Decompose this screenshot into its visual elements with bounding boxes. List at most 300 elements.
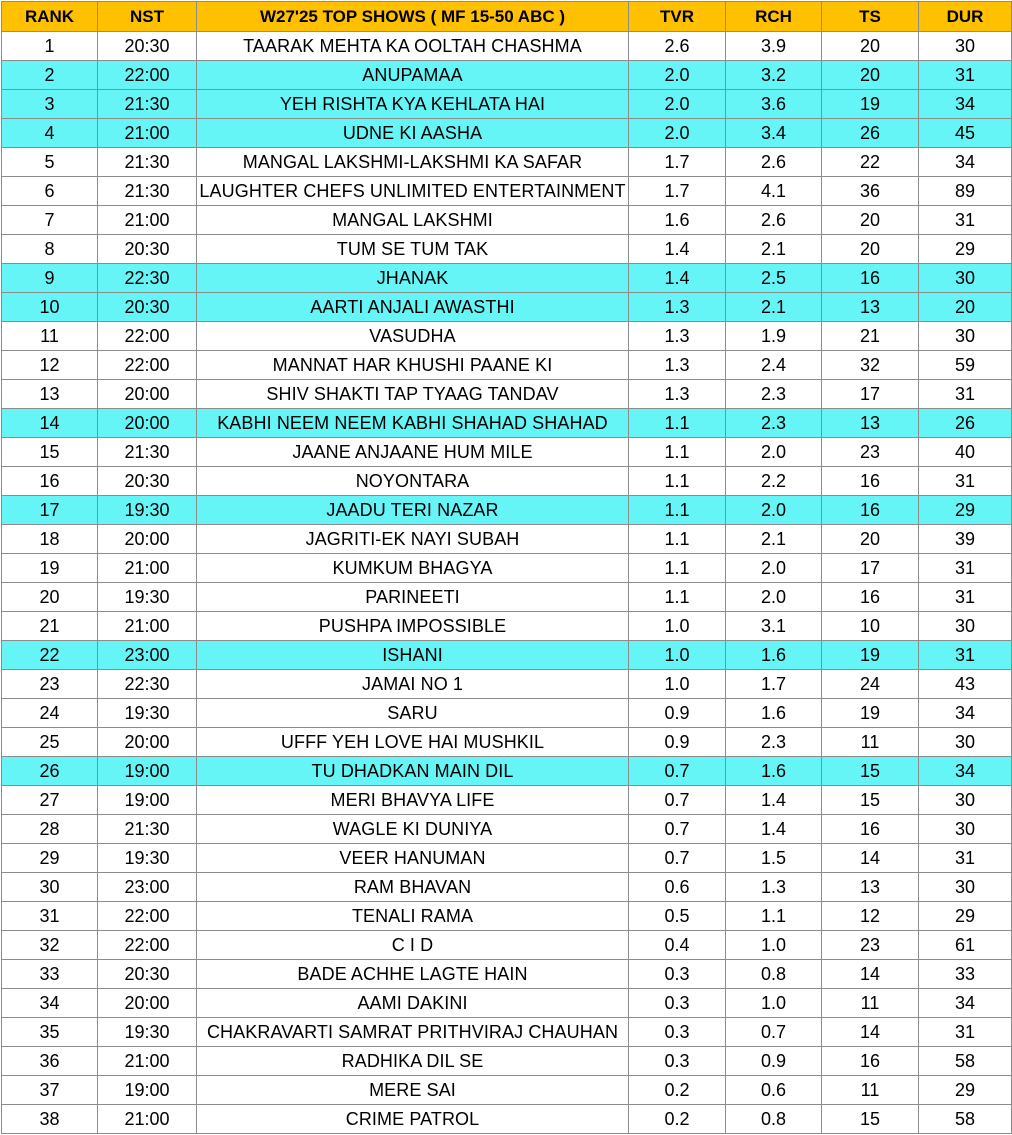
ts-cell: 19 [822, 641, 919, 670]
header-row [2, 2, 1012, 32]
rank-cell: 31 [2, 902, 98, 931]
rank-cell: 37 [2, 1076, 98, 1105]
nst-cell: 20:30 [98, 293, 197, 322]
show-name-cell: BADE ACHHE LAGTE HAIN [197, 960, 629, 989]
table-body [2, 32, 1012, 1134]
show-name-cell: KUMKUM BHAGYA [197, 554, 629, 583]
dur-cell: 31 [919, 206, 1012, 235]
nst-cell: 21:30 [98, 815, 197, 844]
ts-cell: 16 [822, 467, 919, 496]
rch-cell: 1.9 [726, 322, 822, 351]
dur-cell: 34 [919, 989, 1012, 1018]
dur-cell: 29 [919, 902, 1012, 931]
header-rank: RANK [2, 2, 98, 32]
ts-cell: 20 [822, 525, 919, 554]
dur-cell: 31 [919, 844, 1012, 873]
dur-cell: 30 [919, 728, 1012, 757]
rank-cell: 10 [2, 293, 98, 322]
rank-cell: 18 [2, 525, 98, 554]
table-row [2, 177, 1012, 206]
nst-cell: 19:30 [98, 496, 197, 525]
rank-cell: 22 [2, 641, 98, 670]
table-row [2, 206, 1012, 235]
tvr-cell: 0.3 [629, 960, 726, 989]
ts-cell: 21 [822, 322, 919, 351]
show-name-cell: SARU [197, 699, 629, 728]
rank-cell: 11 [2, 322, 98, 351]
table-row [2, 235, 1012, 264]
dur-cell: 29 [919, 496, 1012, 525]
rch-cell: 3.1 [726, 612, 822, 641]
nst-cell: 19:30 [98, 699, 197, 728]
dur-cell: 30 [919, 322, 1012, 351]
ts-cell: 19 [822, 699, 919, 728]
nst-cell: 20:30 [98, 32, 197, 61]
header-ts: TS [822, 2, 919, 32]
rch-cell: 1.3 [726, 873, 822, 902]
table-row [2, 119, 1012, 148]
tvr-cell: 1.1 [629, 409, 726, 438]
rank-cell: 24 [2, 699, 98, 728]
rch-cell: 1.6 [726, 699, 822, 728]
nst-cell: 19:00 [98, 786, 197, 815]
table-row [2, 293, 1012, 322]
nst-cell: 20:00 [98, 380, 197, 409]
nst-cell: 19:00 [98, 757, 197, 786]
dur-cell: 29 [919, 1076, 1012, 1105]
nst-cell: 21:00 [98, 1047, 197, 1076]
show-name-cell: SHIV SHAKTI TAP TYAAG TANDAV [197, 380, 629, 409]
table-row [2, 438, 1012, 467]
table-row [2, 1105, 1012, 1134]
rch-cell: 2.5 [726, 264, 822, 293]
rch-cell: 3.9 [726, 32, 822, 61]
ts-cell: 16 [822, 815, 919, 844]
show-name-cell: CHAKRAVARTI SAMRAT PRITHVIRAJ CHAUHAN [197, 1018, 629, 1047]
table-row [2, 467, 1012, 496]
nst-cell: 20:30 [98, 235, 197, 264]
table-row [2, 1047, 1012, 1076]
ts-cell: 11 [822, 728, 919, 757]
rank-cell: 7 [2, 206, 98, 235]
table-row [2, 380, 1012, 409]
ts-cell: 36 [822, 177, 919, 206]
rch-cell: 1.4 [726, 815, 822, 844]
tvr-cell: 2.0 [629, 119, 726, 148]
ts-cell: 23 [822, 931, 919, 960]
nst-cell: 20:00 [98, 409, 197, 438]
nst-cell: 21:00 [98, 206, 197, 235]
dur-cell: 34 [919, 699, 1012, 728]
rch-cell: 3.2 [726, 61, 822, 90]
rch-cell: 2.3 [726, 728, 822, 757]
rank-cell: 15 [2, 438, 98, 467]
rank-cell: 6 [2, 177, 98, 206]
ts-cell: 14 [822, 1018, 919, 1047]
tvr-cell: 0.2 [629, 1105, 726, 1134]
show-name-cell: LAUGHTER CHEFS UNLIMITED ENTERTAINMENT [197, 177, 629, 206]
dur-cell: 29 [919, 235, 1012, 264]
tvr-cell: 1.1 [629, 583, 726, 612]
rank-cell: 34 [2, 989, 98, 1018]
rch-cell: 1.6 [726, 757, 822, 786]
rank-cell: 21 [2, 612, 98, 641]
show-name-cell: CRIME PATROL [197, 1105, 629, 1134]
ts-cell: 13 [822, 409, 919, 438]
rch-cell: 2.1 [726, 235, 822, 264]
show-name-cell: ANUPAMAA [197, 61, 629, 90]
dur-cell: 58 [919, 1047, 1012, 1076]
ts-cell: 13 [822, 873, 919, 902]
tvr-cell: 0.4 [629, 931, 726, 960]
show-name-cell: ISHANI [197, 641, 629, 670]
rank-cell: 16 [2, 467, 98, 496]
table-row [2, 699, 1012, 728]
nst-cell: 23:00 [98, 873, 197, 902]
tvr-cell: 1.1 [629, 496, 726, 525]
dur-cell: 30 [919, 264, 1012, 293]
ts-cell: 15 [822, 757, 919, 786]
nst-cell: 22:00 [98, 322, 197, 351]
ts-cell: 11 [822, 989, 919, 1018]
rch-cell: 2.1 [726, 525, 822, 554]
show-name-cell: TAARAK MEHTA KA OOLTAH CHASHMA [197, 32, 629, 61]
show-name-cell: TENALI RAMA [197, 902, 629, 931]
ts-cell: 23 [822, 438, 919, 467]
tvr-cell: 1.1 [629, 438, 726, 467]
tvr-cell: 1.3 [629, 380, 726, 409]
show-name-cell: VEER HANUMAN [197, 844, 629, 873]
rank-cell: 20 [2, 583, 98, 612]
rch-cell: 1.0 [726, 989, 822, 1018]
ts-cell: 14 [822, 844, 919, 873]
dur-cell: 61 [919, 931, 1012, 960]
nst-cell: 21:00 [98, 1105, 197, 1134]
dur-cell: 30 [919, 873, 1012, 902]
tvr-cell: 2.0 [629, 61, 726, 90]
table-row [2, 786, 1012, 815]
rank-cell: 28 [2, 815, 98, 844]
tvr-cell: 1.1 [629, 467, 726, 496]
tvr-cell: 2.6 [629, 32, 726, 61]
ts-cell: 16 [822, 583, 919, 612]
dur-cell: 31 [919, 380, 1012, 409]
rch-cell: 1.4 [726, 786, 822, 815]
tvr-cell: 1.1 [629, 525, 726, 554]
dur-cell: 40 [919, 438, 1012, 467]
tvr-cell: 1.3 [629, 293, 726, 322]
rank-cell: 33 [2, 960, 98, 989]
ts-cell: 20 [822, 235, 919, 264]
rch-cell: 4.1 [726, 177, 822, 206]
ts-cell: 14 [822, 960, 919, 989]
rank-cell: 30 [2, 873, 98, 902]
show-name-cell: UDNE KI AASHA [197, 119, 629, 148]
nst-cell: 22:30 [98, 264, 197, 293]
dur-cell: 31 [919, 467, 1012, 496]
tvr-cell: 0.2 [629, 1076, 726, 1105]
tvr-cell: 2.0 [629, 90, 726, 119]
tvr-cell: 0.9 [629, 728, 726, 757]
rch-cell: 2.4 [726, 351, 822, 380]
header-nst: NST [98, 2, 197, 32]
tvr-cell: 1.3 [629, 351, 726, 380]
rch-cell: 0.6 [726, 1076, 822, 1105]
ts-cell: 17 [822, 554, 919, 583]
header-dur: DUR [919, 2, 1012, 32]
ts-cell: 17 [822, 380, 919, 409]
nst-cell: 22:00 [98, 902, 197, 931]
dur-cell: 33 [919, 960, 1012, 989]
rank-cell: 2 [2, 61, 98, 90]
nst-cell: 19:00 [98, 1076, 197, 1105]
ts-cell: 26 [822, 119, 919, 148]
table-row [2, 612, 1012, 641]
show-name-cell: YEH RISHTA KYA KEHLATA HAI [197, 90, 629, 119]
show-name-cell: UFFF YEH LOVE HAI MUSHKIL [197, 728, 629, 757]
tvr-cell: 0.6 [629, 873, 726, 902]
rch-cell: 2.6 [726, 206, 822, 235]
rank-cell: 38 [2, 1105, 98, 1134]
tvr-cell: 0.7 [629, 757, 726, 786]
show-name-cell: MERE SAI [197, 1076, 629, 1105]
dur-cell: 34 [919, 757, 1012, 786]
dur-cell: 34 [919, 90, 1012, 119]
rch-cell: 3.4 [726, 119, 822, 148]
nst-cell: 22:00 [98, 61, 197, 90]
tvr-cell: 1.1 [629, 554, 726, 583]
table-row [2, 525, 1012, 554]
nst-cell: 20:30 [98, 960, 197, 989]
nst-cell: 22:30 [98, 670, 197, 699]
tvr-cell: 0.5 [629, 902, 726, 931]
dur-cell: 34 [919, 148, 1012, 177]
tvr-cell: 1.0 [629, 612, 726, 641]
show-name-cell: PUSHPA IMPOSSIBLE [197, 612, 629, 641]
table-row [2, 989, 1012, 1018]
dur-cell: 39 [919, 525, 1012, 554]
ts-cell: 15 [822, 1105, 919, 1134]
nst-cell: 21:00 [98, 119, 197, 148]
rank-cell: 29 [2, 844, 98, 873]
show-name-cell: RAM BHAVAN [197, 873, 629, 902]
dur-cell: 26 [919, 409, 1012, 438]
table-row [2, 351, 1012, 380]
tvr-cell: 1.6 [629, 206, 726, 235]
tvr-cell: 1.3 [629, 322, 726, 351]
rch-cell: 0.8 [726, 960, 822, 989]
rank-cell: 9 [2, 264, 98, 293]
nst-cell: 22:00 [98, 931, 197, 960]
show-name-cell: KABHI NEEM NEEM KABHI SHAHAD SHAHAD [197, 409, 629, 438]
rank-cell: 17 [2, 496, 98, 525]
dur-cell: 89 [919, 177, 1012, 206]
rank-cell: 26 [2, 757, 98, 786]
show-name-cell: JAANE ANJAANE HUM MILE [197, 438, 629, 467]
table-row [2, 844, 1012, 873]
ts-cell: 13 [822, 293, 919, 322]
table-row [2, 148, 1012, 177]
rch-cell: 2.0 [726, 554, 822, 583]
ts-cell: 11 [822, 1076, 919, 1105]
tvr-cell: 0.3 [629, 989, 726, 1018]
nst-cell: 21:30 [98, 438, 197, 467]
table-row [2, 554, 1012, 583]
header-tvr: TVR [629, 2, 726, 32]
show-name-cell: C I D [197, 931, 629, 960]
show-name-cell: JAGRITI-EK NAYI SUBAH [197, 525, 629, 554]
tvr-cell: 0.3 [629, 1047, 726, 1076]
dur-cell: 31 [919, 583, 1012, 612]
tvr-cell: 1.0 [629, 641, 726, 670]
rch-cell: 2.3 [726, 380, 822, 409]
header-show: W27'25 TOP SHOWS ( MF 15-50 ABC ) [197, 2, 629, 32]
table-row [2, 90, 1012, 119]
table-row [2, 670, 1012, 699]
tvr-cell: 1.0 [629, 670, 726, 699]
show-name-cell: MANNAT HAR KHUSHI PAANE KI [197, 351, 629, 380]
show-name-cell: RADHIKA DIL SE [197, 1047, 629, 1076]
table-row [2, 322, 1012, 351]
table-row [2, 757, 1012, 786]
dur-cell: 31 [919, 554, 1012, 583]
rank-cell: 12 [2, 351, 98, 380]
table-row [2, 931, 1012, 960]
rch-cell: 2.6 [726, 148, 822, 177]
rank-cell: 27 [2, 786, 98, 815]
ts-cell: 16 [822, 264, 919, 293]
nst-cell: 19:30 [98, 583, 197, 612]
rank-cell: 1 [2, 32, 98, 61]
show-name-cell: WAGLE KI DUNIYA [197, 815, 629, 844]
rank-cell: 4 [2, 119, 98, 148]
nst-cell: 22:00 [98, 351, 197, 380]
rch-cell: 1.7 [726, 670, 822, 699]
rank-cell: 25 [2, 728, 98, 757]
show-name-cell: PARINEETI [197, 583, 629, 612]
table-row [2, 873, 1012, 902]
ts-cell: 16 [822, 496, 919, 525]
rch-cell: 2.3 [726, 409, 822, 438]
ts-cell: 10 [822, 612, 919, 641]
dur-cell: 31 [919, 61, 1012, 90]
table-row [2, 32, 1012, 61]
dur-cell: 30 [919, 786, 1012, 815]
rch-cell: 2.0 [726, 438, 822, 467]
ts-cell: 15 [822, 786, 919, 815]
table-row [2, 264, 1012, 293]
dur-cell: 58 [919, 1105, 1012, 1134]
ts-cell: 19 [822, 90, 919, 119]
rch-cell: 1.6 [726, 641, 822, 670]
ts-cell: 20 [822, 61, 919, 90]
ts-cell: 20 [822, 206, 919, 235]
rch-cell: 2.0 [726, 583, 822, 612]
table-row [2, 61, 1012, 90]
nst-cell: 23:00 [98, 641, 197, 670]
show-name-cell: JHANAK [197, 264, 629, 293]
tvr-cell: 1.4 [629, 235, 726, 264]
rank-cell: 32 [2, 931, 98, 960]
ts-cell: 22 [822, 148, 919, 177]
show-name-cell: MANGAL LAKSHMI-LAKSHMI KA SAFAR [197, 148, 629, 177]
rank-cell: 23 [2, 670, 98, 699]
rch-cell: 1.0 [726, 931, 822, 960]
tvr-cell: 0.9 [629, 699, 726, 728]
show-name-cell: TU DHADKAN MAIN DIL [197, 757, 629, 786]
tvr-cell: 1.7 [629, 148, 726, 177]
rank-cell: 8 [2, 235, 98, 264]
dur-cell: 31 [919, 1018, 1012, 1047]
rank-cell: 13 [2, 380, 98, 409]
show-name-cell: VASUDHA [197, 322, 629, 351]
show-name-cell: AARTI ANJALI AWASTHI [197, 293, 629, 322]
show-name-cell: MERI BHAVYA LIFE [197, 786, 629, 815]
tvr-cell: 0.7 [629, 844, 726, 873]
nst-cell: 20:00 [98, 525, 197, 554]
show-name-cell: MANGAL LAKSHMI [197, 206, 629, 235]
nst-cell: 20:00 [98, 728, 197, 757]
nst-cell: 20:30 [98, 467, 197, 496]
table-row [2, 496, 1012, 525]
show-name-cell: TUM SE TUM TAK [197, 235, 629, 264]
nst-cell: 21:30 [98, 148, 197, 177]
nst-cell: 21:30 [98, 177, 197, 206]
ts-cell: 12 [822, 902, 919, 931]
rch-cell: 1.1 [726, 902, 822, 931]
ts-cell: 16 [822, 1047, 919, 1076]
table-row [2, 960, 1012, 989]
dur-cell: 45 [919, 119, 1012, 148]
dur-cell: 43 [919, 670, 1012, 699]
rank-cell: 19 [2, 554, 98, 583]
table-row [2, 1076, 1012, 1105]
nst-cell: 19:30 [98, 1018, 197, 1047]
table-row [2, 409, 1012, 438]
rch-cell: 0.8 [726, 1105, 822, 1134]
show-name-cell: JAADU TERI NAZAR [197, 496, 629, 525]
rch-cell: 2.1 [726, 293, 822, 322]
rch-cell: 0.7 [726, 1018, 822, 1047]
tvr-cell: 0.7 [629, 786, 726, 815]
show-name-cell: JAMAI NO 1 [197, 670, 629, 699]
rch-cell: 1.5 [726, 844, 822, 873]
table-row [2, 902, 1012, 931]
nst-cell: 19:30 [98, 844, 197, 873]
dur-cell: 30 [919, 612, 1012, 641]
dur-cell: 20 [919, 293, 1012, 322]
header-rch: RCH [726, 2, 822, 32]
table-row [2, 728, 1012, 757]
tvr-cell: 1.7 [629, 177, 726, 206]
rch-cell: 3.6 [726, 90, 822, 119]
ts-cell: 32 [822, 351, 919, 380]
show-name-cell: AAMI DAKINI [197, 989, 629, 1018]
dur-cell: 31 [919, 641, 1012, 670]
table-row [2, 583, 1012, 612]
nst-cell: 21:00 [98, 554, 197, 583]
dur-cell: 30 [919, 815, 1012, 844]
rank-cell: 3 [2, 90, 98, 119]
tvr-cell: 1.4 [629, 264, 726, 293]
rch-cell: 2.0 [726, 496, 822, 525]
rank-cell: 35 [2, 1018, 98, 1047]
ts-cell: 20 [822, 32, 919, 61]
dur-cell: 30 [919, 32, 1012, 61]
rch-cell: 0.9 [726, 1047, 822, 1076]
rank-cell: 5 [2, 148, 98, 177]
nst-cell: 20:00 [98, 989, 197, 1018]
